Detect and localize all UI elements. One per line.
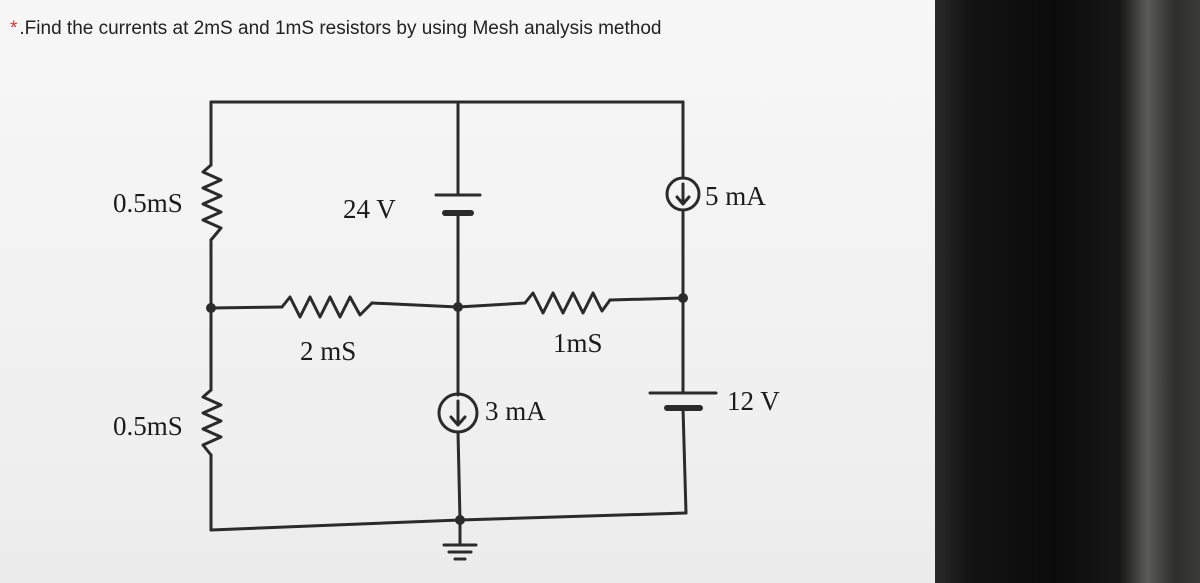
- wire-mid-right: [610, 298, 683, 300]
- resistor-left-top: [203, 165, 221, 240]
- wire-mid-left: [211, 307, 282, 308]
- label-r-2ms: 2 mS: [300, 336, 357, 366]
- bezel-reflection: [1120, 0, 1175, 583]
- label-source-24v: 24 V: [343, 194, 396, 224]
- wire-bottom: [211, 520, 460, 530]
- question-label: .Find the currents at 2mS and 1mS resistors by using Mesh analysis method: [19, 18, 662, 39]
- resistor-2ms: [282, 297, 372, 317]
- junction-dots: [206, 293, 688, 525]
- resistor-1ms: [525, 293, 610, 313]
- required-marker: *: [10, 18, 18, 39]
- label-r-1ms: 1mS: [553, 328, 603, 358]
- wire-right-low: [683, 408, 686, 513]
- label-r-left-top: 0.5mS: [113, 188, 183, 218]
- label-source-3ma: 3 mA: [485, 396, 546, 426]
- label-source-5ma: 5 mA: [705, 181, 766, 211]
- wire-bottom-right: [460, 513, 686, 520]
- wire-mid-center-left: [372, 303, 458, 307]
- wire-mid-center-right: [458, 303, 525, 307]
- label-r-left-bottom: 0.5mS: [113, 411, 183, 441]
- ground-symbol: [444, 545, 476, 559]
- wire-center-low: [458, 432, 460, 520]
- resistor-left-bottom: [203, 390, 221, 455]
- label-source-12v: 12 V: [727, 386, 780, 416]
